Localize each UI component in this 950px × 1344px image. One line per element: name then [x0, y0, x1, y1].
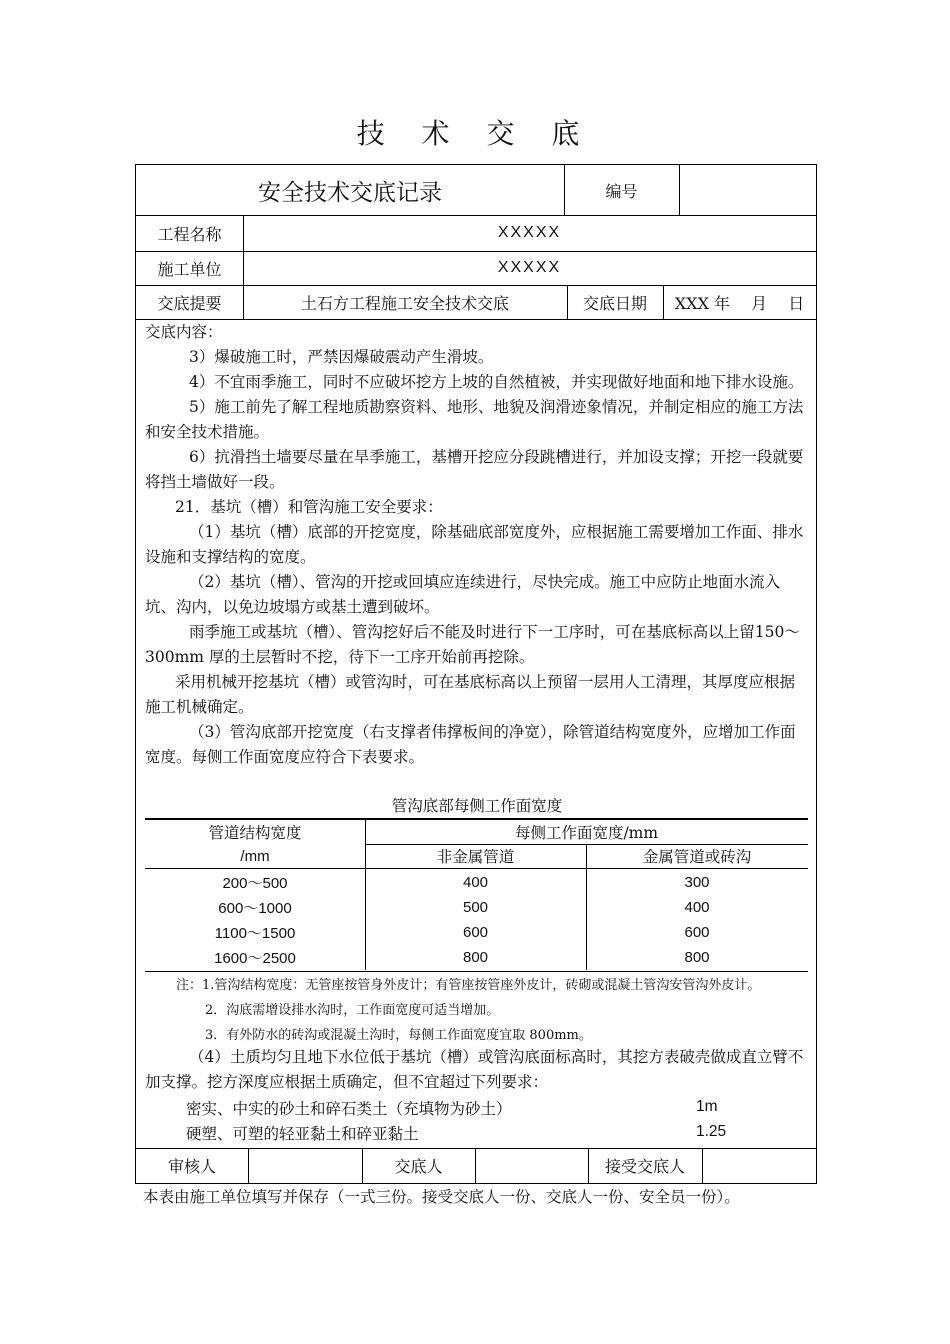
project-name-value: XXXXX: [497, 224, 562, 241]
content-paragraph: （2）基坑（槽）、管沟的开挖或回填应连续进行，尽快完成。施工中应防止地面水流入坑、沟内，以免边坡塌方或基土遭到破坏。: [145, 573, 781, 616]
soil-depth-1: 1m: [696, 1098, 718, 1115]
col-header-pipe-width-unit: /mm: [240, 847, 270, 865]
content-paragraph: 4）不宜雨季施工，同时不应破坏挖方上坡的自然植被，并实现做好地面和地下排水设施。: [189, 373, 804, 391]
construction-unit-label: 施工单位: [157, 259, 222, 279]
content-paragraph: 3）爆破施工时，严禁因爆破震动产生滑坡。: [189, 348, 494, 366]
content-paragraph: 雨季施工或基坑（槽）、管沟挖好后不能及时进行下一工序时，可在基底标高以上留150～300mm 厚的土层暂时不挖，待下一工序开始前再挖除。: [145, 623, 800, 666]
work-width-table: [145, 818, 808, 972]
reviewer-field[interactable]: [248, 1148, 362, 1183]
disclosure-content-continued: [145, 1045, 807, 1095]
col-header-nonmetal: 非金属管道: [436, 848, 515, 866]
table-notes: [176, 973, 816, 1048]
disclosure-content: [145, 320, 807, 770]
work-table-title: 管沟底部每侧工作面宽度: [391, 797, 563, 815]
content-heading: 交底内容：: [145, 323, 223, 341]
table-cell: 300: [684, 874, 710, 891]
table-cell: 400: [684, 899, 710, 916]
table-cell: 500: [462, 899, 489, 916]
project-name-label: 工程名称: [157, 224, 222, 244]
table-note: 3．有外防水的砖沟或混凝土沟时，每侧工作面宽度宜取 800mm。: [205, 1028, 592, 1043]
table-cell: 200～500: [222, 875, 288, 892]
soil-type-2: 硬塑、可塑的轻亚黏土和碎亚黏土: [186, 1125, 419, 1143]
table-cell: 600: [462, 924, 489, 941]
record-title: 安全技术交底记录: [258, 179, 442, 206]
table-cell: 600: [684, 924, 710, 941]
reviewer-label: 审核人: [167, 1157, 216, 1176]
number-label: 编号: [605, 181, 638, 201]
date-value: XXX 年 月 日: [674, 293, 805, 313]
col-header-pipe-width: 管道结构宽度: [208, 824, 302, 842]
receiver-label: 接受交底人: [604, 1157, 685, 1176]
soil-type-1: 密实、中实的砂土和碎石类土（充填物为砂土）: [186, 1100, 512, 1118]
content-paragraph: （3）管沟底部开挖宽度（右支撑者伟撑板间的净宽），除管道结构宽度外，应增加工作面宽度。每侧工作面宽度应符合下表要求。: [145, 723, 796, 766]
col-header-metal: 金属管道或砖沟: [642, 848, 752, 866]
footer-note: 本表由施工单位填写并保存（一式三份。接受交底人一份、交底人一份、安全员一份）。: [143, 1188, 740, 1206]
content-paragraph: 5）施工前先了解工程地质勘察资料、地形、地貌及润滑迹象情况，并制定相应的施工方法和安全技术措施。: [145, 398, 804, 441]
page-title: 技 术 交 底: [356, 117, 594, 150]
content-paragraph: （4）土质均匀且地下水位低于基坑（槽）或管沟底面标高时，其挖方表破壳做成直立臂不加支撑。挖方深度应根据土质确定，但不宜超过下列要求：: [145, 1048, 804, 1091]
table-cell: 600～1000: [218, 900, 292, 917]
table-note: 2．沟底需增设排水沟时，工作面宽度可适当增加。: [205, 1003, 500, 1018]
record-form: [135, 164, 817, 1184]
discloser-label: 交底人: [394, 1157, 443, 1176]
summary-value: 土石方工程施工安全技术交底: [300, 293, 509, 313]
group-header-work-width: 每侧工作面宽度/mm: [514, 824, 659, 842]
content-paragraph: （1）基坑（槽）底部的开挖宽度，除基础底部宽度外，应根据施工需要增加工作面、排水设施和支撑结构的宽度。: [145, 523, 804, 566]
table-cell: 800: [462, 949, 489, 966]
table-cell: 1600～2500: [214, 950, 296, 967]
table-cell: 400: [462, 874, 489, 891]
date-label: 交底日期: [582, 293, 647, 313]
content-section-heading: 21．基坑（槽）和管沟施工安全要求：: [175, 498, 443, 516]
table-cell: 800: [684, 949, 710, 966]
receiver-field[interactable]: [702, 1148, 816, 1183]
number-field[interactable]: [679, 165, 817, 215]
content-paragraph: 采用机械开挖基坑（槽）或管沟时，可在基底标高以上预留一层用人工清理，其厚度应根据施工机械确定。: [145, 673, 796, 716]
summary-label: 交底提要: [157, 293, 222, 313]
discloser-field[interactable]: [475, 1148, 588, 1183]
soil-depth-2: 1.25: [696, 1123, 727, 1140]
table-note: 注：1.管沟结构宽度：无管座按管身外皮计；有管座按管座外皮计，砖砌或混凝土管沟安管沟外皮计。: [176, 978, 761, 993]
construction-unit-value: XXXXX: [497, 259, 562, 276]
content-paragraph: 6）抗滑挡土墙要尽量在旱季施工，基槽开挖应分段跳槽进行，并加设支撑；开挖一段就要将挡土墙做好一段。: [145, 448, 804, 491]
table-cell: 1100～1500: [214, 925, 296, 942]
